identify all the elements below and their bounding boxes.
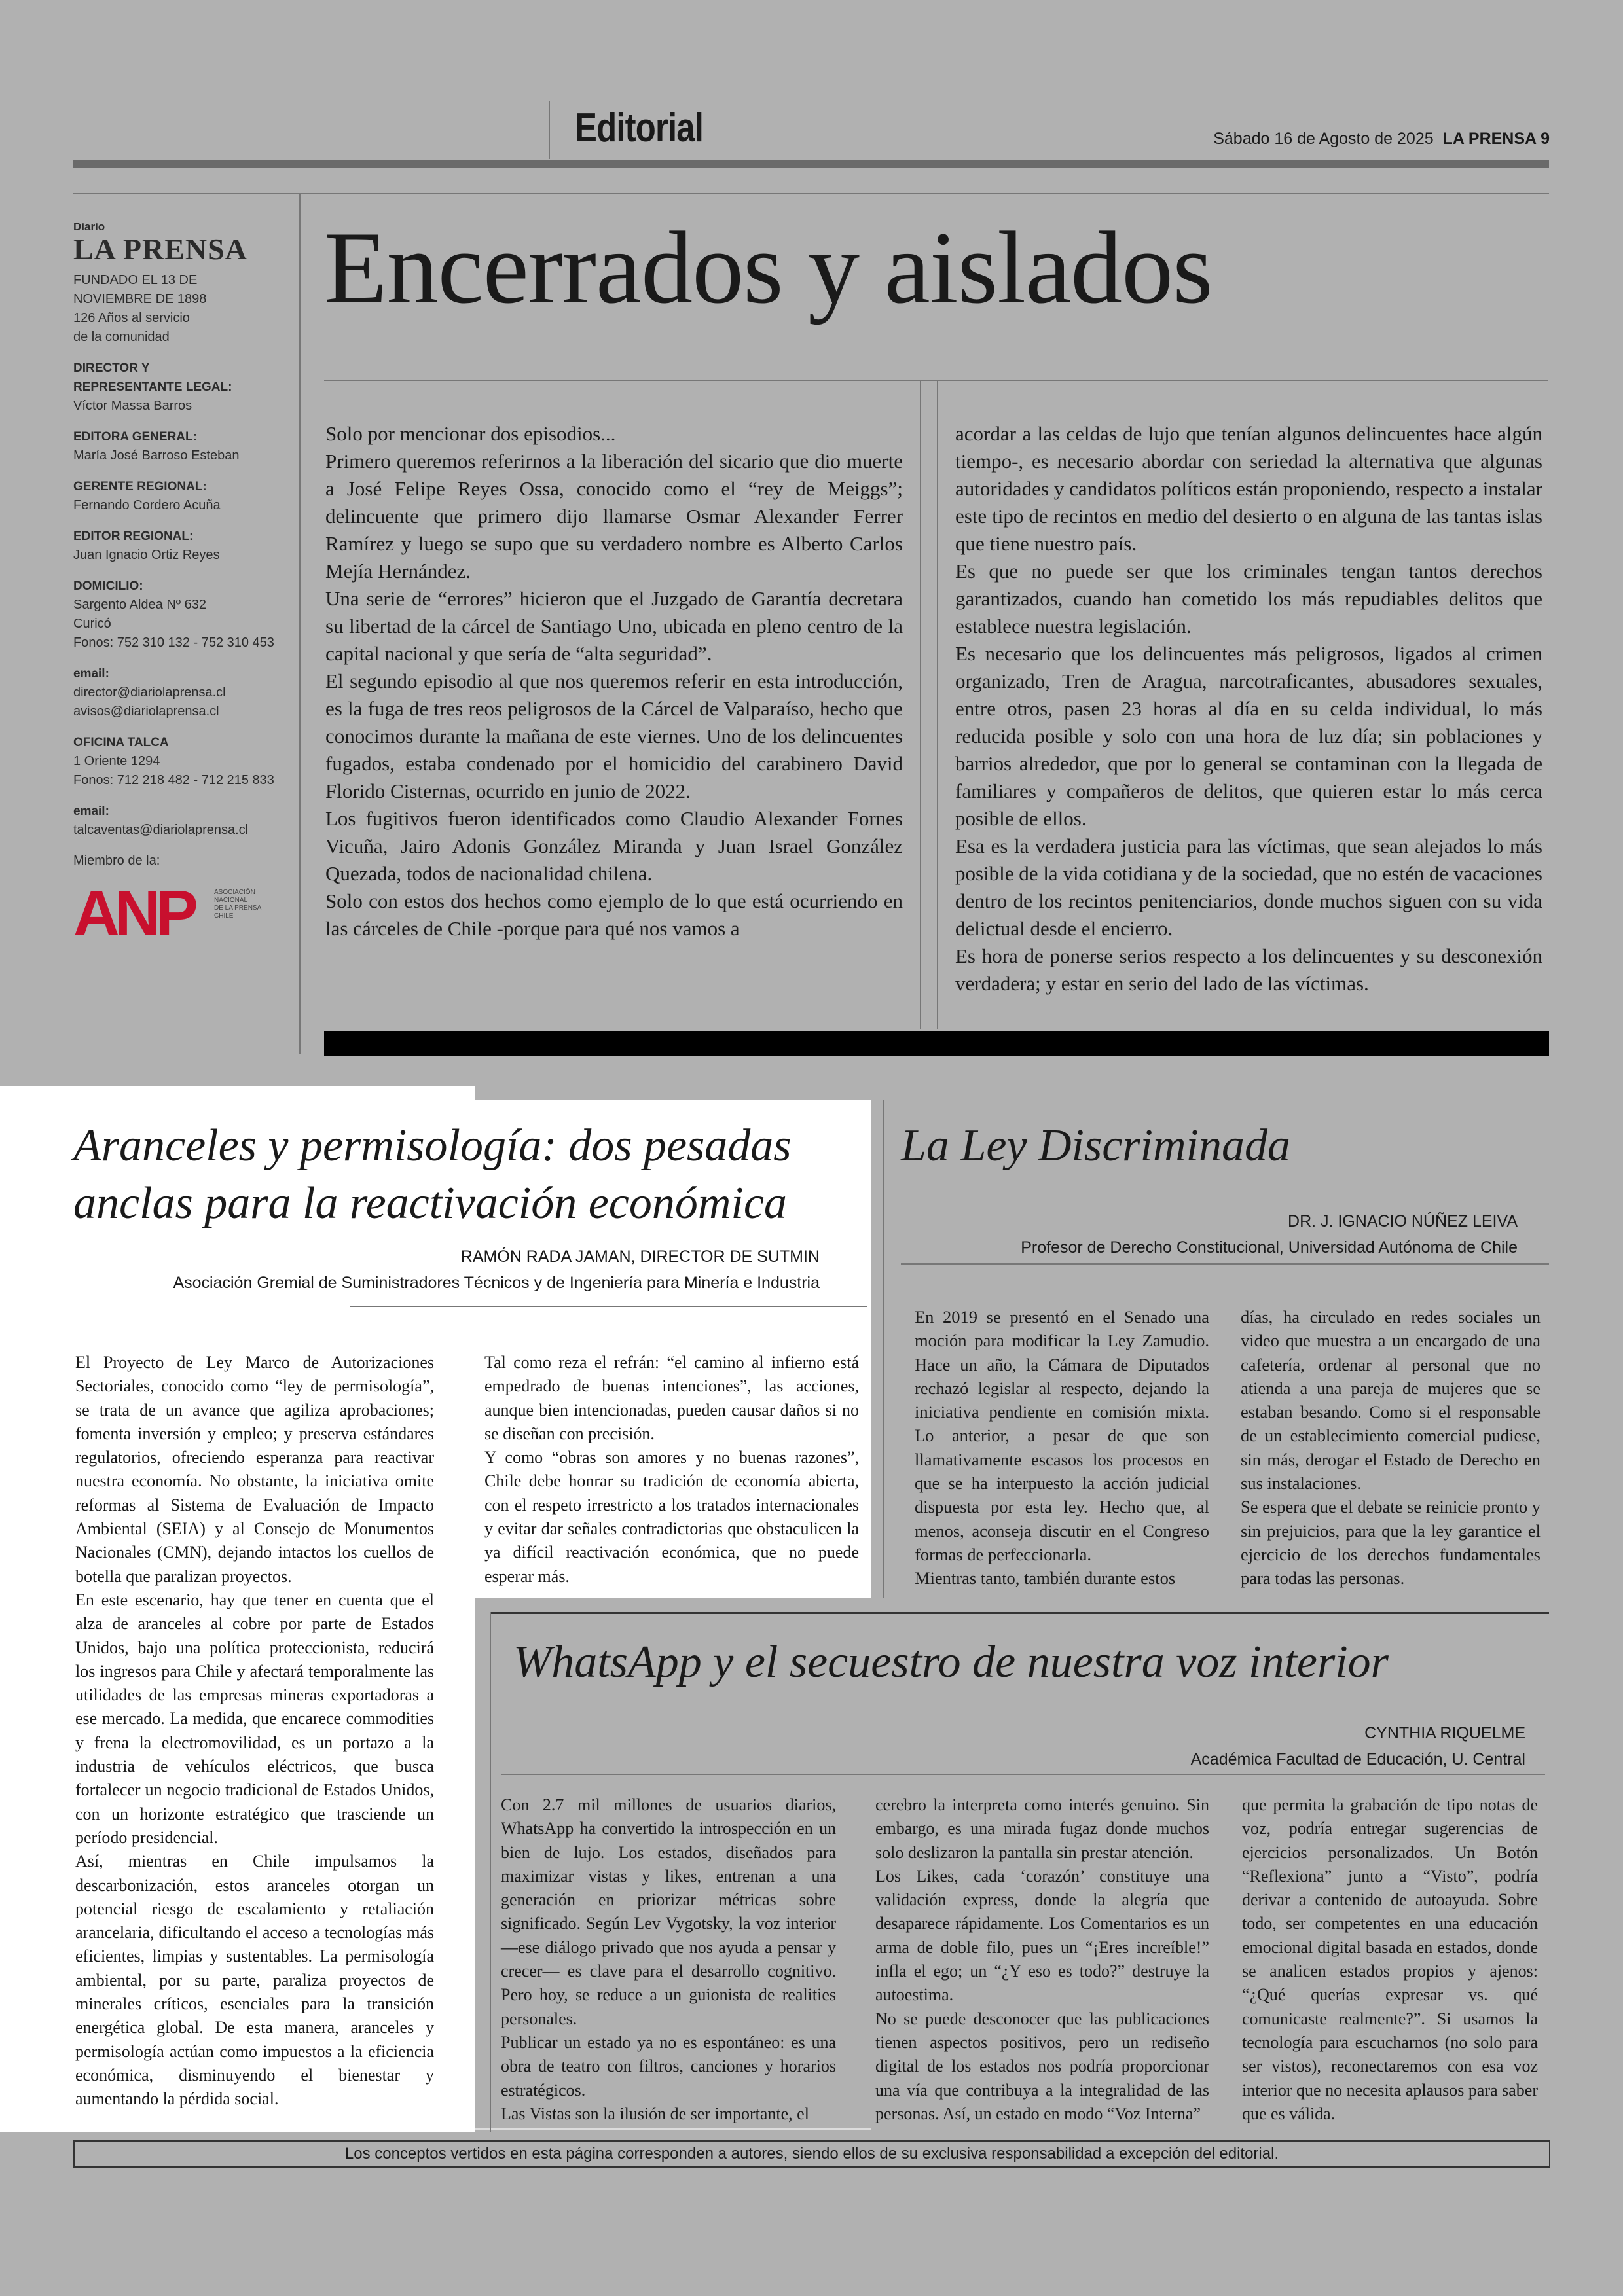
- whatsapp-rule: [501, 1774, 1545, 1775]
- anp-logo: [73, 877, 289, 949]
- aranceles-col-2: Tal como reza el refrán: “el camino al infierno está empedrado de buenas intenciones”, las acciones, aunque bien intencionadas, pueden causar daños si no se diseñan con precisión. Y como “obras son amores y no buenas razones”, Chile debe honrar su tradición de economía abierta, con el respeto irrestricto a los tratados internacionales y evitar dar señales contradictorias que obstaculicen la ya difícil reactivación económica, que no puede esperar más.: [484, 1353, 859, 1586]
- aranceles-col-1: El Proyecto de Ley Marco de Autorizaciones Sectoriales, conocido como “ley de permisología”, se trata de un avance que agiliza aprobaciones; fomenta inversión y empleo; y preserva estándares regulatorios, ofreciendo esperanza para reactivar nuestra economía. No obstante, la iniciativa omite reformas al Sistema de Evaluación de Impacto Ambiental (SEIA) y al Consejo de Monumentos Nacionales (CMN), dejando intactos los cuellos de botella que paralizan proyectos. En este escenario, hay que tener en cuenta que el alza de aranceles al cobre por parte de Estados Unidos, bajo una política proteccionista, reducirá los ingresos para Chile y afectará temporalmente las utilidades de las empresas mineras exportadoras a ese mercado. La medida, que encarece commodities y frena la electromovilidad, es un portazo a la industria de vehículos eléctricos, que busca fortalecer un negocio tradicional de Estados Unidos, con un horizonte estratégico que trasciende un período presidencial. Así, mientras en Chile impulsamos la descarbonización, estos aranceles otorgan un potencial riesgo de escalamiento y retaliación arancelaria, dificultando el acceso a tecnologías más eficientes, limpias y sustentables. La permisología ambiental, por su parte, paraliza proyectos de minerales críticos, esenciales para la transición energética global. De esta manera, aranceles y permisología actúan como impuestos a la eficiencia económica, disminuyendo el bienestar y aumentando la pérdida social.: [75, 1353, 434, 2109]
- ley-rule: [901, 1263, 1549, 1265]
- whatsapp-col-2: cerebro la interpreta como interés genuino. Sin embargo, es una mirada fugaz donde muchos solo deslizaron la pantalla sin prestar atención. Los Likes, cada ‘corazón’ constituye una validación express, donde la alegría que desaparece rápidamente. Los Comentarios es un arma de doble filo, pues un “¡Eres increíble!” infla el ego; un “¿Y eso es todo?” destruye la autoestima. No se puede desconocer que las publicaciones tienen aspectos positivos, pero un rediseño digital de los estados nos podría proporcionar una vía que contribuya a la integralidad de las personas. Así, un estado en modo “Voz Interna”: [875, 1795, 1209, 2123]
- ley-byline: DR. J. IGNACIO NÚÑEZ LEIVA Profesor de Derecho Constitucional, Universidad Autónoma de Chile: [1021, 1212, 1518, 1257]
- editorial-column-divider-a: [920, 381, 921, 1029]
- staff-gerente: GERENTE REGIONAL: Fernando Cordero Acuña: [73, 480, 221, 512]
- whatsapp-title: WhatsApp y el secuestro de nuestra voz interior: [513, 1637, 1389, 1687]
- email-block: email: director@diariolaprensa.cl avisos@diariolaprensa.cl: [73, 667, 226, 719]
- masthead-diario: Diario: [73, 221, 105, 233]
- aranceles-bottom-edge: [475, 2128, 871, 2130]
- dateline: [1213, 130, 1550, 149]
- whatsapp-col-3: que permita la grabación de tipo notas de voz, podría entregar sugerencias de ejercicios personalizados. Un Botón “Reflexiona” junto a “Visto”, podría derivar a contenido de autoayuda. Sobre todo, ser competentes en una educación emocional digital basada en estados, donde se analicen estados propios y ajenos: “¿Qué querías expresar vs. qué comunicaste realmente?”. Si usamos la tecnología para escucharnos (no solo para ser vistos), reconectaremos con esa voz interior que no necesita aplausos para saber que es válida.: [1242, 1795, 1538, 2123]
- domicilio: DOMICILIO: Sargento Aldea Nº 632 Curicó Fonos: 752 310 132 - 752 310 453: [73, 579, 274, 650]
- header-divider: [549, 101, 550, 159]
- masthead-logo: LA PRENSA: [73, 232, 247, 266]
- masthead: [73, 221, 289, 949]
- header-rule: [73, 193, 1549, 194]
- oficina-talca: OFICINA TALCA 1 Oriente 1294 Fonos: 712 218 482 - 712 215 833: [73, 736, 274, 787]
- page-label: LA PRENSA 9: [1442, 130, 1550, 148]
- editorial-column-divider-b: [937, 381, 938, 1029]
- staff-editora: EDITORA GENERAL: María José Barroso Esteban: [73, 430, 240, 463]
- whatsapp-top-rule: [490, 1612, 1549, 1614]
- aranceles-title: Aranceles y permisología: dos pesadas anclas para la reactivación económica: [73, 1121, 792, 1229]
- editorial-col-1: Solo por mencionar dos episodios... Primero queremos referirnos a la liberación del sicario que dio muerte a José Felipe Reyes Ossa, conocido como el “rey de Meiggs”; delincuente que primero dijo llamarse Osmar Alexander Ferrer Ramírez y luego se supo que su verdadero nombre es Alberto Carlos Mejía Hernández. Una serie de “errores” hicieron que el Juzgado de Garantía decretara su libertad de la cárcel de Santiago Uno, ubicada en pleno centro de la capital nacional y que sería de “alta seguridad”. El segundo episodio al que nos queremos referir en esta introducción, es la fuga de tres reos peligrosos de la Cárcel de Valparaíso, hecho que conocimos durante la mañana de este viernes. Uno de los delincuentes fugados, estaba condenado por el homicidio del carabinero David Florido Cisternas, ocurrido en junio de 2022. Los fugitivos fueron identificados como Claudio Alexander Fornes Vicuña, Jairo Adonis González Miranda y Juan Israel González Quezada, todos de nacionalidad chilena. Solo con estos dos hechos como ejemplo de lo que está ocurriendo en las cárceles de Chile -porque para qué nos vamos a: [325, 422, 903, 940]
- header-bar: [73, 160, 1549, 168]
- whatsapp-col-1: Con 2.7 mil millones de usuarios diarios, WhatsApp ha convertido la introspección en un bien de lujo. Los estados, diseñados para maximizar vistas y likes, entrenan a una generación en priorizar métricas sobre significado. Según Lev Vygotsky, la voz interior —ese diálogo privado que nos ayuda a pensar y crecer— es clave para el desarrollo cognitivo. Pero hoy, se reduce a un guionista de realities personales. Publicar un estado ya no es espontáneo: es una obra de teatro con filtros, canciones y horarios estratégicos. Las Vistas son la ilusión de ser importante, el: [501, 1795, 836, 2123]
- aranceles-byline: RAMÓN RADA JAMAN, DIRECTOR DE SUTMIN Asociación Gremial de Suministradores Técnicos y de Ingeniería para Minería e Industria: [173, 1247, 820, 1292]
- ley-col-1: En 2019 se presentó en el Senado una moción para modificar la Ley Zamudio. Hace un año, la Cámara de Diputados rechazó legislar al respecto, dejando la iniciativa pendiente en comisión mixta. Lo anterior, a pesar de que son llamativamente escasos los procesos en que se ha interpuesto la acción judicial dispuesta por esta ley. Hecho que, al menos, aconseja discutir en el Congreso formas de perfeccionarla. Mientras tanto, también durante estos: [915, 1307, 1209, 1588]
- aranceles-rule: [350, 1306, 867, 1307]
- masthead-divider: [299, 194, 301, 1054]
- staff-editor: EDITOR REGIONAL: Juan Ignacio Ortiz Reyes: [73, 529, 220, 562]
- ley-title: La Ley Discriminada: [901, 1121, 1290, 1171]
- email-talca: email: talcaventas@diariolaprensa.cl: [73, 804, 249, 837]
- date: Sábado 16 de Agosto de 2025: [1213, 130, 1434, 148]
- disclaimer-footer: Los conceptos vertidos en esta página corresponden a autores, siendo ellos de su exclusiva responsabilidad a excepción del editorial.: [73, 2140, 1550, 2168]
- anp-logo-text: ANP: [73, 877, 193, 949]
- editorial-black-bar: [324, 1031, 1549, 1056]
- whatsapp-left-rule: [490, 1612, 491, 2132]
- founded-info: FUNDADO EL 13 DE NOVIEMBRE DE 1898 126 Años al servicio de la comunidad: [73, 273, 207, 344]
- editorial-headline: Encerrados y aislados: [324, 211, 1213, 325]
- ley-col-2: días, ha circulado en redes sociales un video que muestra a un encargado de una cafetería, ordenar al personal que no atienda a una pareja de mujeres que se estaban besando. Como si el responsable de un establecimiento comercial pudiese, sin más, derogar el Estado de Derecho en sus instalaciones. Se espera que el debate se reinicie pronto y sin prejuicios, para que la ley garantice el ejercicio de los derechos fundamentales para todas las personas.: [1241, 1307, 1541, 1588]
- member-label: Miembro de la:: [73, 853, 160, 868]
- staff-director: DIRECTOR Y REPRESENTANTE LEGAL: Víctor Massa Barros: [73, 361, 232, 413]
- editorial-rule: [324, 380, 1548, 381]
- whatsapp-byline: CYNTHIA RIQUELME Académica Facultad de Educación, U. Central: [1190, 1724, 1525, 1768]
- editorial-col-2: acordar a las celdas de lujo que tenían algunos delincuentes hace algún tiempo-, es necesario abordar con seriedad la alternativa que algunas autoridades y candidatos políticos están proponiendo, respecto a instalar este tipo de recintos en medio del desierto o en alguna de las tantas islas que tiene nuestro país. Es que no puede ser que los criminales tengan tantos derechos garantizados, cuando han cometido los más repudiables delitos que establece nuestra legislación. Es necesario que los delincuentes más peligrosos, ligados al crimen organizado, Tren de Aragua, narcotraficantes, abusadores sexuales, entre otros, pasen 23 horas al día en su celda individual, lo más reducida posible y solo con una hora de luz día; sin poblaciones y barrios alrededor, que por lo general se contaminan con la llegada de familiares y compañeros de delitos, que quieren estar lo más cerca posible de ellos. Esa es la verdadera justicia para las víctimas, que sean alejados lo más posible de la vida cotidiana y de la sociedad, que no estén de vacaciones dentro de los recintos penitenciarios, donde muchos siguen con su vida delictual desde el encierro. Es hora de ponerse serios respecto a los delincuentes y su desconexión verdadera; y estar en serio del lado de las víctimas.: [955, 422, 1542, 995]
- section-title: Editorial: [575, 105, 704, 151]
- ley-left-rule: [883, 1100, 884, 1598]
- anp-logo-caption: ASOCIACIÓN NACIONAL DE LA PRENSA CHILE: [214, 889, 262, 920]
